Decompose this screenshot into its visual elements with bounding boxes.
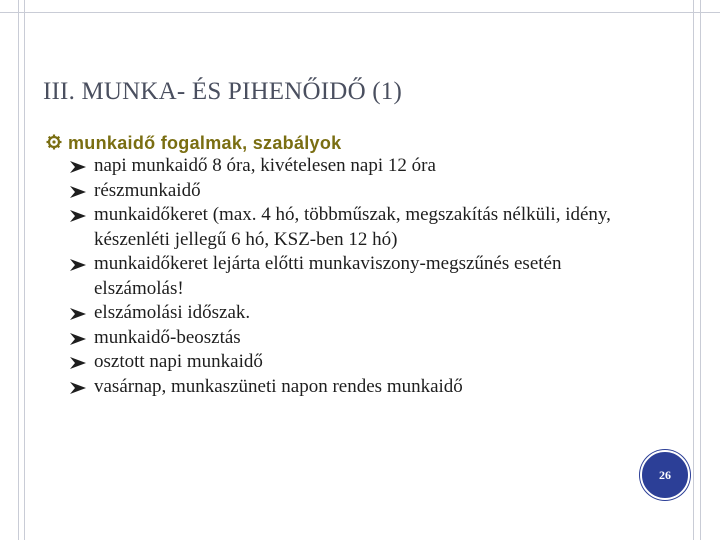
- bullet-item: [69, 252, 646, 301]
- frame-line-right-inner: [693, 0, 694, 540]
- bullet-item: [69, 350, 646, 375]
- slide-content: [46, 132, 646, 399]
- page-number-badge: 26: [640, 450, 690, 500]
- arrow-bullet-icon: [69, 332, 87, 346]
- bullet-text: vasárnap, munkaszüneti napon rendes munkaidő: [94, 375, 463, 397]
- bullet-text: elszámolási időszak.: [94, 302, 251, 323]
- arrow-bullet-icon: [69, 356, 87, 370]
- bullet-text: munkaidő-beosztás: [94, 326, 241, 348]
- bullet-item: [69, 179, 646, 204]
- arrow-bullet-icon: [69, 160, 87, 174]
- bullet-item: [69, 326, 646, 351]
- bullet-text: osztott napi munkaidő: [94, 351, 263, 372]
- bullet-item: [69, 375, 646, 400]
- bullet-list: [46, 154, 646, 399]
- frame-line-right-outer: [700, 0, 701, 540]
- arrow-bullet-icon: [69, 307, 87, 321]
- bullet-text: munkaidőkeret lejárta előtti munkaviszony-megszűnés esetén elszámolás!: [94, 253, 562, 299]
- bullet-item: [69, 301, 646, 326]
- gear-icon: [46, 134, 62, 150]
- bullet-text: napi munkaidő 8 óra, kivételesen napi 12 óra: [94, 155, 436, 176]
- frame-line-left-inner: [24, 0, 25, 540]
- slide-title: III. MUNKA- ÉS PIHENŐIDŐ (1): [43, 78, 403, 105]
- frame-line-left-outer: [18, 0, 19, 540]
- arrow-bullet-icon: [69, 185, 87, 199]
- bullet-text: részmunkaidő: [94, 179, 201, 201]
- bullet-item: [69, 154, 646, 179]
- frame-line-top: [0, 12, 720, 13]
- arrow-bullet-icon: [69, 258, 87, 272]
- arrow-bullet-icon: [69, 209, 87, 223]
- arrow-bullet-icon: [69, 381, 87, 395]
- bullet-item: [69, 203, 646, 252]
- topic-bullet: [46, 132, 646, 154]
- topic-label: munkaidő fogalmak, szabályok: [68, 133, 342, 153]
- bullet-text: munkaidőkeret (max. 4 hó, többműszak, megszakítás nélküli, idény, készenléti jellegű 6 hó, KSZ-ben 12 hó): [94, 204, 611, 250]
